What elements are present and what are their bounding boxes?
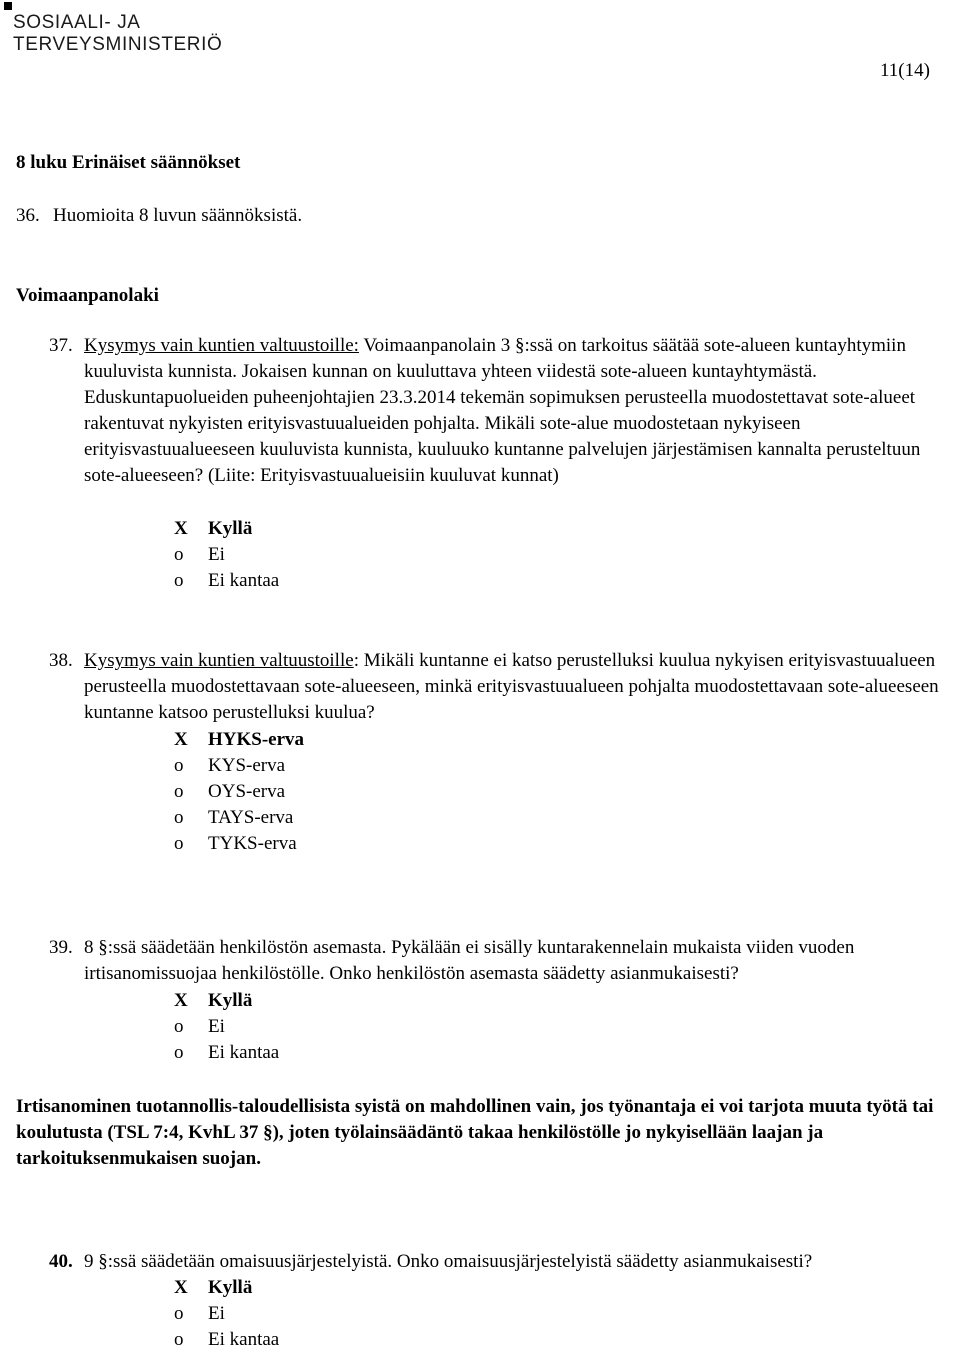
q39-text: 8 §:ssä säädetään henkilöstön asemasta. Pykälään ei sisälly kuntarakennelain mukaista viiden vuoden irtisanomissuojaa henkilöstölle. Onko henkilöstön asemasta säädetty asianmukaisesti? [84, 937, 855, 984]
q39-option-2[interactable] [174, 1014, 225, 1040]
q38-option-2[interactable] [174, 753, 285, 779]
unchecked-mark-icon: o [174, 1016, 184, 1037]
option-label: Kyllä [208, 990, 253, 1011]
option-label: Kyllä [208, 518, 253, 539]
checked-mark-icon: X [174, 518, 188, 539]
checked-mark-icon: X [174, 1277, 188, 1298]
option-label: OYS-erva [208, 781, 286, 802]
option-label: Ei [208, 1303, 225, 1324]
q37-lead: Kysymys vain kuntien valtuustoille: [84, 335, 359, 356]
q37-text-block [84, 333, 954, 489]
q37-option-2[interactable] [174, 542, 225, 568]
q38-number: 38. [49, 650, 73, 671]
unchecked-mark-icon: o [174, 781, 184, 802]
option-label: KYS-erva [208, 755, 286, 776]
unchecked-mark-icon: o [174, 1329, 184, 1350]
q38-option-3[interactable] [174, 779, 285, 805]
option-label: Ei kantaa [208, 1329, 280, 1350]
q39-option-3[interactable] [174, 1040, 279, 1066]
q36-number: 36. [16, 205, 40, 226]
option-label: TYKS-erva [208, 833, 297, 854]
q40-option-2[interactable] [174, 1301, 225, 1327]
q37-option-3[interactable] [174, 568, 279, 594]
q40-number: 40. [49, 1251, 73, 1272]
q37-option-1[interactable] [174, 516, 252, 542]
unchecked-mark-icon: o [174, 570, 184, 591]
logo-line-2: TERVEYSMINISTERIÖ [13, 34, 223, 55]
unchecked-mark-icon: o [174, 544, 184, 565]
page-number: 11(14) [880, 60, 930, 81]
q38-option-5[interactable] [174, 831, 297, 857]
q37-number: 37. [49, 335, 73, 356]
option-label: Ei kantaa [208, 1042, 280, 1063]
unchecked-mark-icon: o [174, 833, 184, 854]
unchecked-mark-icon: o [174, 1303, 184, 1324]
checked-mark-icon: X [174, 729, 188, 750]
option-label: Ei [208, 544, 225, 565]
logo-line-1: SOSIAALI- JA [13, 12, 141, 33]
q39-number: 39. [49, 937, 73, 958]
q38-lead: Kysymys vain kuntien valtuustoille [84, 650, 354, 671]
checked-mark-icon: X [174, 990, 188, 1011]
option-label: Ei kantaa [208, 570, 280, 591]
option-label: Ei [208, 1016, 225, 1037]
q40-text: 9 §:ssä säädetään omaisuusjärjestelyistä. Onko omaisuusjärjestelyistä säädetty asianmukaisesti? [84, 1251, 813, 1272]
chapter-heading: 8 luku Erinäiset säännökset [16, 152, 241, 173]
q38-text: : Mikäli kuntanne ei katso perustelluksi kuulua nykyisen erityisvastuualueen perusteella muodostettavaan sote-alueeseen, minkä erityisvastuualueen pohjalta muodostettavaan sote-alueeseen kuntanne katsoo perustelluksi kuulua? [84, 650, 939, 723]
q39-option-1[interactable] [174, 988, 252, 1014]
q38-option-4[interactable] [174, 805, 293, 831]
q36-text: Huomioita 8 luvun säännöksistä. [53, 205, 303, 226]
comment-text: Irtisanominen tuotannollis-taloudellisista syistä on mahdollinen vain, jos työnantaja ei voi tarjota muuta työtä tai koulutusta (TSL 7:4, KvhL 37 §), joten työlainsäädäntö takaa henkilöstölle jo nykyisellään laajan ja tarkoituksenmukaisen suojan. [16, 1096, 934, 1169]
q38-option-1[interactable] [174, 727, 304, 753]
q40-option-3[interactable] [174, 1327, 279, 1353]
option-label: HYKS-erva [208, 729, 305, 750]
unchecked-mark-icon: o [174, 755, 184, 776]
q37-text: Voimaanpanolain 3 §:ssä on tarkoitus säätää sote-alueen kuntayhtymiin kuuluvista kunnista. Jokaisen kunnan on kuuluttava yhteen viidestä sote-alueen kuntayhtymästä. Eduskuntapuolueiden puheenjohtajien 23.3.2014 tekemän sopimuksen perusteella muodostettavat sote-alueet rakentuvat nykyisten erityisvastuualueiden pohjalta. Mikäli sote-alue muodostetaan nykyiseen erityisvastuualueeseen kuuluvista kunnista, kuuluuko kuntanne palvelujen järjestämisen kannalta perusteltuun sote-alueeseen? (Liite: Erityisvastuualueisiin kuuluvat kunnat) [84, 335, 921, 486]
logo-square-icon [4, 2, 12, 10]
unchecked-mark-icon: o [174, 1042, 184, 1063]
option-label: TAYS-erva [208, 807, 294, 828]
q40-option-1[interactable] [174, 1275, 252, 1301]
section-heading: Voimaanpanolaki [16, 285, 159, 306]
unchecked-mark-icon: o [174, 807, 184, 828]
q38-text-block [84, 648, 944, 726]
option-label: Kyllä [208, 1277, 253, 1298]
